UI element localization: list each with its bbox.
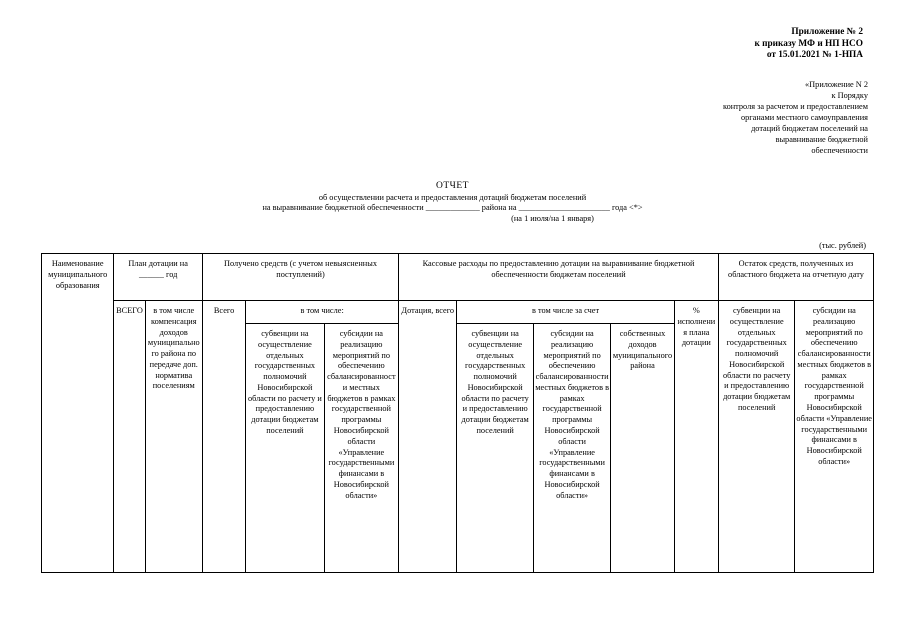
report-subtitle: об осуществлении расчета и предоставления дотаций бюджетам поселений [318, 192, 587, 202]
header-municipality: Наименование муниципального образования [42, 254, 114, 573]
header-received: Получено средств (с учетом невыясненных поступлений) [202, 254, 398, 301]
table-subheader-row [42, 301, 874, 324]
units-label: (тыс. рублей) [819, 241, 866, 250]
header-received-sub2: субсидии на реализацию мероприятий по обеспечению сбалансированности местных бюджетов в рамках государственной программы Новосибирской области «Управление государственными финансами в Новосибирской области» [324, 324, 398, 573]
order-line: «Приложение N 2 [805, 80, 868, 89]
order-line: дотаций бюджетам поселений на [751, 123, 868, 133]
header-balance-sub2: субсидии на реализацию мероприятий по обеспечению сбалансированности местных бюджетов в рамках государственной программы Новосибирской области «Управление государственными финансами в Новосибирской области» [795, 301, 874, 573]
report-title-block [0, 180, 905, 225]
order-line: к Порядку [831, 90, 868, 100]
appendix-order: к приказу МФ и НП НСО [754, 38, 863, 49]
order-line: контроля за расчетом и предоставлением [722, 101, 868, 111]
header-plan-incl: в том числе компенсация доходов муниципального района по передаче доп. норматива поселениям [145, 301, 202, 573]
report-subtitle-period: на выравнивание бюджетной обеспеченности _____________ района на ______________________ года <*> [262, 203, 643, 213]
header-plan-total: ВСЕГО [114, 301, 145, 573]
header-expenses: Кассовые расходы по предоставлению дотации на выравнивание бюджетной обеспеченности бюджетам поселений [399, 254, 719, 301]
header-received-sub1: субвенции на осуществление отдельных государственных полномочий Новосибирской области по расчету и предоставлению дотации бюджетам поселений [246, 324, 324, 573]
header-received-total: Всего [202, 301, 245, 573]
table-header-row [42, 254, 874, 301]
header-expenses-pct: % исполнения плана дотации [674, 301, 718, 573]
header-expenses-incl: в том числе за счет [457, 301, 674, 324]
report-subtitle-date: (на 1 июля/на 1 января) [511, 214, 594, 224]
order-line: выравнивание бюджетной [775, 134, 868, 144]
report-title: ОТЧЕТ [436, 181, 469, 191]
appendix-number: Приложение № 2 [791, 27, 863, 37]
header-balance: Остаток средств, полученных из областного бюджета на отчетную дату [718, 254, 873, 301]
header-expenses-total: Дотация, всего [399, 301, 457, 573]
report-table [41, 253, 874, 573]
appendix-block [754, 27, 863, 62]
header-expenses-sub2: субсидии на реализацию мероприятий по обеспечению сбалансированности местных бюджетов в рамках государственной программы Новосибирской области «Управление государственными финансами в Новосибирской области» [533, 324, 610, 573]
order-line: обеспеченности [811, 145, 868, 155]
header-balance-sub1: субвенции на осуществление отдельных государственных полномочий Новосибирской области по расчету и предоставлению дотации бюджетам поселений [718, 301, 794, 573]
order-line: органами местного самоуправления [740, 112, 868, 122]
header-plan: План дотации на ______ год [114, 254, 203, 301]
appendix-date: от 15.01.2021 № 1-НПА [766, 50, 863, 61]
header-expenses-sub3: собственных доходов муниципального района [611, 324, 674, 573]
order-reference [723, 80, 868, 157]
header-received-incl: в том числе: [246, 301, 399, 324]
header-expenses-sub1: субвенции на осуществление отдельных государственных полномочий Новосибирской области по расчету и предоставлению дотации бюджетам поселений [457, 324, 533, 573]
